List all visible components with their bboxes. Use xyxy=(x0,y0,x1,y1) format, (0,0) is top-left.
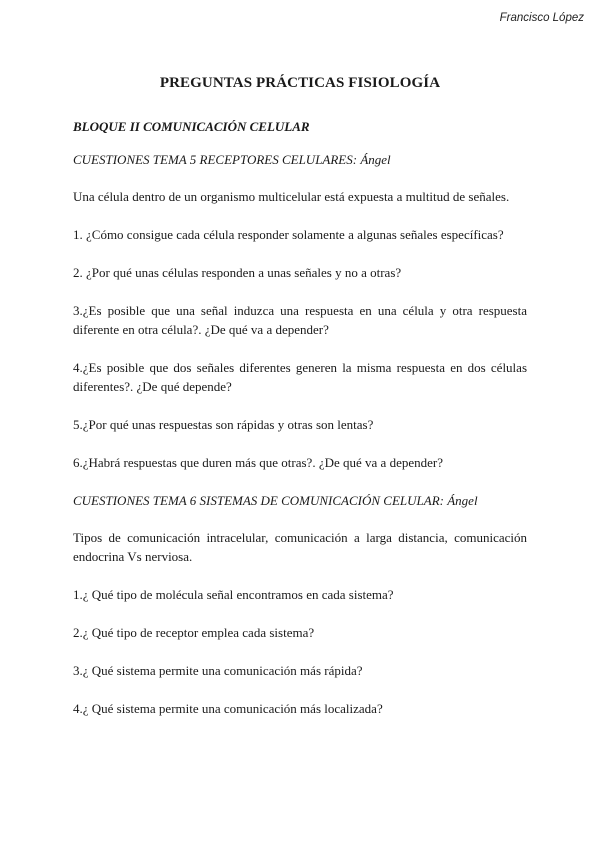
section-intro: Tipos de comunicación intracelular, comunicación a larga distancia, comunicación endocrina Vs nerviosa. xyxy=(73,530,527,564)
question-item: 3.¿ Qué sistema permite una comunicación más rápida? xyxy=(73,663,363,678)
section-heading: CUESTIONES TEMA 6 SISTEMAS DE COMUNICACIÓN CELULAR: Ángel xyxy=(73,493,478,508)
question-item: 2.¿ Qué tipo de receptor emplea cada sistema? xyxy=(73,625,315,640)
question-item: 4.¿Es posible que dos señales diferentes generen la misma respuesta en dos células diferentes?. ¿De qué depende? xyxy=(73,360,527,394)
block-title: BLOQUE II COMUNICACIÓN CELULAR xyxy=(73,119,310,134)
question-item: 4.¿ Qué sistema permite una comunicación más localizada? xyxy=(73,701,383,716)
section-heading: CUESTIONES TEMA 5 RECEPTORES CELULARES: Ángel xyxy=(73,152,391,167)
section-intro: Una célula dentro de un organismo multicelular está expuesta a multitud de señales. xyxy=(73,189,510,204)
question-item: 2. ¿Por qué unas células responden a unas señales y no a otras? xyxy=(73,265,402,280)
author-header: Francisco López xyxy=(499,12,584,24)
question-item: 1. ¿Cómo consigue cada célula responder solamente a algunas señales específicas? xyxy=(73,227,504,242)
question-item: 1.¿ Qué tipo de molécula señal encontramos en cada sistema? xyxy=(73,587,394,602)
section-tema-5 xyxy=(73,150,527,472)
question-item: 6.¿Habrá respuestas que duren más que otras?. ¿De qué va a depender? xyxy=(73,455,443,470)
section-tema-6 xyxy=(73,491,527,718)
document-title: PREGUNTAS PRÁCTICAS FISIOLOGÍA xyxy=(159,75,441,91)
document-body xyxy=(73,74,527,737)
question-item: 5.¿Por qué unas respuestas son rápidas y otras son lentas? xyxy=(73,417,374,432)
question-item: 3.¿Es posible que una señal induzca una respuesta en una célula y otra respuesta diferente en otra célula?. ¿De qué va a depender? xyxy=(73,303,527,337)
